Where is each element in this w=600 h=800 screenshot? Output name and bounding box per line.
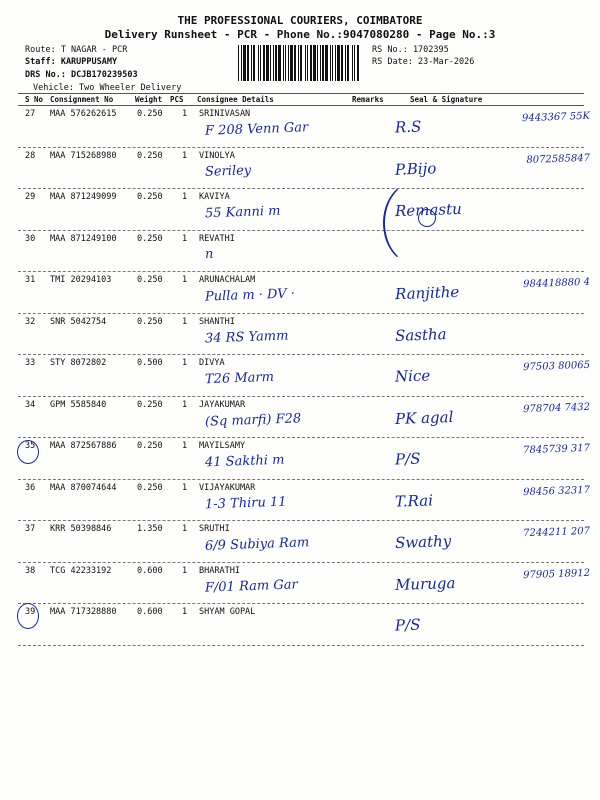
row-consignment-no: MAA 871249099 xyxy=(50,192,117,202)
handwritten-phone xyxy=(520,608,590,610)
row-consignment-no: STY 8072802 xyxy=(50,358,107,368)
drs-text: DRS No.: DCJB170239503 xyxy=(25,70,138,80)
row-pcs: 1 xyxy=(182,482,188,493)
col-consignment-header: Consignment No xyxy=(50,95,114,104)
row-consignee-name: SRINIVASAN xyxy=(199,109,251,119)
row-consignment-no: MAA 872567886 xyxy=(50,441,117,451)
row-divider xyxy=(18,271,584,272)
row-divider xyxy=(18,188,584,189)
row-consignee-name: REVATHI xyxy=(199,233,235,244)
handwritten-address: (Sq marfi) F28 xyxy=(204,410,302,430)
row-consignment-no: SNR 5042754 xyxy=(50,316,107,327)
runsheet-subtitle: Delivery Runsheet - PCR - Phone No.:9047080280 - Page No.:3 xyxy=(104,28,496,41)
row-circle-mark xyxy=(17,603,39,629)
row-weight: 0.250 xyxy=(137,441,163,451)
handwritten-phone: 8072585847 xyxy=(526,152,591,166)
handwritten-phone xyxy=(520,317,590,319)
row-consignee-name: KAVIYA xyxy=(199,192,230,202)
row-sno: 28 xyxy=(25,150,36,161)
row-divider xyxy=(18,437,584,438)
row-pcs: 1 xyxy=(182,150,188,161)
handwritten-signature: Swathy xyxy=(394,532,452,552)
row-pcs: 1 xyxy=(182,399,188,410)
col-signature-header: Seal & Signature xyxy=(410,95,483,104)
row-divider xyxy=(18,479,584,480)
row-pcs: 1 xyxy=(182,358,188,368)
company-title: THE PROFESSIONAL COURIERS, COIMBATORE xyxy=(177,14,423,27)
row-sno: 36 xyxy=(25,482,36,493)
col-weight-header: Weight xyxy=(135,95,163,104)
handwritten-signature: Remastu xyxy=(394,199,463,221)
row-sno: 35 xyxy=(25,441,36,451)
row-divider xyxy=(18,313,584,314)
row-divider xyxy=(18,562,584,563)
row-divider xyxy=(18,147,584,148)
row-consignee-name: VINOLYA xyxy=(199,150,235,161)
row-divider xyxy=(18,396,584,397)
row-pcs: 1 xyxy=(182,275,188,285)
row-sno: 29 xyxy=(25,192,36,202)
handwritten-address: F/01 Ram Gar xyxy=(204,576,298,596)
row-consignment-no: GPM 5585840 xyxy=(50,399,107,410)
handwritten-phone: 7244211 207 xyxy=(523,525,591,540)
handwritten-phone: 978704 7432 xyxy=(523,401,591,415)
handwritten-address: Pulla m · DV · xyxy=(204,286,296,305)
row-weight: 0.600 xyxy=(137,565,163,576)
route-text: Route: T NAGAR - PCR xyxy=(25,45,128,55)
bracket-mark xyxy=(383,182,446,264)
row-consignment-no: MAA 715268980 xyxy=(50,150,117,161)
handwritten-address: 41 Sakthi m xyxy=(204,452,285,471)
handwritten-signature: PK agal xyxy=(394,407,454,428)
row-weight: 0.250 xyxy=(137,316,163,327)
row-consignment-no: KRR 50398846 xyxy=(50,524,112,534)
barcode-image xyxy=(238,45,362,81)
handwritten-signature: P/S xyxy=(394,615,421,635)
row-divider xyxy=(18,645,584,646)
row-weight: 0.500 xyxy=(137,358,163,368)
handwritten-address: F 208 Venn Gar xyxy=(204,120,309,139)
row-sno: 32 xyxy=(25,316,36,327)
row-pcs: 1 xyxy=(182,441,188,451)
handwritten-address: n xyxy=(204,246,214,262)
row-weight: 1.350 xyxy=(137,524,163,534)
handwritten-signature: Sastha xyxy=(394,324,447,345)
handwritten-signature: T.Rai xyxy=(394,490,434,511)
row-consignee-name: ARUNACHALAM xyxy=(199,275,256,285)
col-pcs-header: PCS xyxy=(170,95,184,104)
handwritten-phone: 97503 80065 xyxy=(523,359,591,374)
row-pcs: 1 xyxy=(182,316,188,327)
row-pcs: 1 xyxy=(182,524,188,534)
handwritten-phone: 7845739 317 xyxy=(523,442,591,457)
row-weight: 0.250 xyxy=(137,150,163,161)
row-consignee-name: JAYAKUMAR xyxy=(199,399,246,410)
handwritten-signature: R.S xyxy=(394,117,422,137)
row-consignee-name: SRUTHI xyxy=(199,524,230,534)
row-consignment-no: MAA 870074644 xyxy=(50,482,117,493)
staff-text: Staff: KARUPPUSAMY xyxy=(25,57,118,67)
row-sno: 31 xyxy=(25,275,36,285)
handwritten-phone xyxy=(520,234,590,236)
row-consignment-no: MAA 717328880 xyxy=(50,607,117,617)
vehicle-text: Vehicle: Two Wheeler Delivery xyxy=(33,83,182,93)
row-sno: 39 xyxy=(25,607,36,617)
row-sno: 27 xyxy=(25,109,36,119)
row-pcs: 1 xyxy=(182,607,188,617)
handwritten-phone: 98456 32317 xyxy=(523,484,591,498)
row-weight: 0.250 xyxy=(137,482,163,493)
row-weight: 0.600 xyxy=(137,607,163,617)
number-circle-mark xyxy=(418,209,436,227)
row-divider xyxy=(18,230,584,231)
handwritten-phone: 984418880 4 xyxy=(523,276,591,291)
col-consignee-header: Consignee Details xyxy=(197,95,274,104)
row-weight: 0.250 xyxy=(137,233,163,244)
row-sno: 37 xyxy=(25,524,36,534)
handwritten-signature: P.Bijo xyxy=(394,158,437,179)
handwritten-address: T26 Marm xyxy=(204,369,275,388)
handwritten-phone xyxy=(520,193,590,195)
row-consignee-name: SHYAM GOPAL xyxy=(199,607,256,617)
row-weight: 0.250 xyxy=(137,192,163,202)
row-consignment-no: TMI 20294103 xyxy=(50,275,112,285)
header-rule xyxy=(18,105,584,106)
handwritten-signature: P/S xyxy=(394,449,421,469)
row-pcs: 1 xyxy=(182,192,188,202)
row-consignee-name: BHARATHI xyxy=(199,565,240,576)
row-weight: 0.250 xyxy=(137,109,163,119)
row-pcs: 1 xyxy=(182,233,188,244)
row-consignee-name: DIVYA xyxy=(199,358,225,368)
handwritten-address: Seriley xyxy=(204,162,252,180)
row-weight: 0.250 xyxy=(137,275,163,285)
row-pcs: 1 xyxy=(182,565,188,576)
handwritten-address: 6/9 Subiya Ram xyxy=(204,535,310,554)
handwritten-address: 55 Kanni m xyxy=(204,203,281,222)
row-sno: 34 xyxy=(25,399,36,410)
row-consignee-name: MAYILSAMY xyxy=(199,441,246,451)
rs-date: RS Date: 23-Mar-2026 xyxy=(372,57,475,67)
handwritten-address: 34 RS Yamm xyxy=(204,328,289,346)
row-weight: 0.250 xyxy=(137,399,163,410)
row-consignment-no: TCG 42233192 xyxy=(50,565,112,576)
row-sno: 38 xyxy=(25,565,36,576)
row-consignee-name: VIJAYAKUMAR xyxy=(199,482,256,493)
col-sno-header: S No xyxy=(25,95,44,104)
row-divider xyxy=(18,520,584,521)
row-consignment-no: MAA 576262615 xyxy=(50,109,117,119)
row-sno: 30 xyxy=(25,233,36,244)
row-circle-mark xyxy=(17,440,39,464)
handwritten-phone: 97905 18912 xyxy=(523,567,591,581)
row-sno: 33 xyxy=(25,358,36,368)
row-consignment-no: MAA 871249100 xyxy=(50,233,117,244)
handwritten-signature: Nice xyxy=(394,366,431,386)
handwritten-address: 1-3 Thiru 11 xyxy=(204,494,287,512)
rs-number: RS No.: 1702395 xyxy=(372,45,449,55)
handwritten-phone: 9443367 55K xyxy=(521,110,591,125)
handwritten-signature: Muruga xyxy=(394,573,456,594)
handwritten-signature: Ranjithe xyxy=(394,282,460,304)
row-divider xyxy=(18,603,584,604)
header-rule xyxy=(18,93,584,94)
row-consignee-name: SHANTHI xyxy=(199,316,235,327)
row-divider xyxy=(18,354,584,355)
row-pcs: 1 xyxy=(182,109,188,119)
col-remarks-header: Remarks xyxy=(352,95,384,104)
